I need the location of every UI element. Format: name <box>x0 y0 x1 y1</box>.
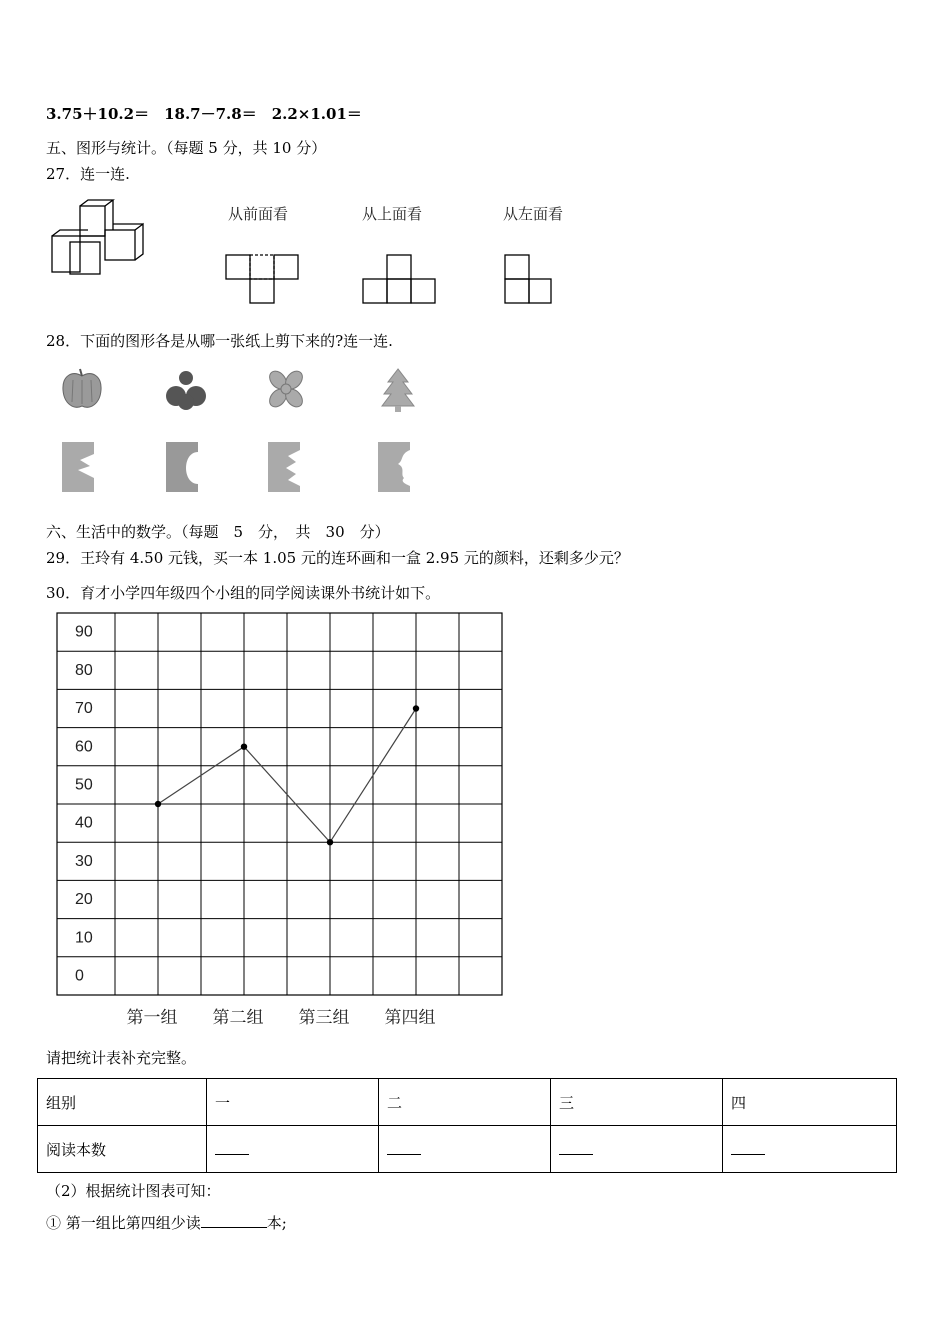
paper-3-icon <box>266 440 302 494</box>
header-cell-1: 一 <box>207 1079 379 1126</box>
top-view-drawing <box>362 252 442 306</box>
data-point-1 <box>155 801 161 807</box>
calc-line: 3.75＋10.2＝ 18.7－7.8＝ 2.2×1.01＝ <box>46 105 362 123</box>
header-cell-2: 二 <box>379 1079 551 1126</box>
stat-table <box>37 1078 897 1173</box>
part2-item1 <box>46 1212 287 1233</box>
q30-text: 30．育才小学四年级四个小组的同学阅读课外书统计如下。 <box>46 584 441 602</box>
y-tick-label: 30 <box>75 852 93 870</box>
part2-heading: （2）根据统计图表可知： <box>46 1182 221 1200</box>
answer-blank-2[interactable] <box>379 1126 551 1173</box>
header-cell-4: 四 <box>723 1079 897 1126</box>
cube-stack-figure <box>50 198 155 278</box>
view-top-label: 从上面看 <box>362 205 423 223</box>
header-cell-group: 组别 <box>38 1079 207 1126</box>
item1-suffix: 本; <box>266 1214 287 1232</box>
paper-4-icon <box>376 440 412 494</box>
table-header-row <box>38 1079 897 1126</box>
view-left-label: 从左面看 <box>503 205 564 223</box>
answer-blank-1[interactable] <box>207 1126 379 1173</box>
flower-cutout-icon <box>262 366 310 414</box>
data-point-3 <box>327 839 333 845</box>
y-tick-label: 90 <box>75 623 93 641</box>
y-tick-label: 0 <box>75 967 84 985</box>
answer-blank-3[interactable] <box>551 1126 723 1173</box>
gourd-cutout-icon <box>162 366 210 414</box>
left-view-drawing <box>502 252 557 306</box>
y-tick-label: 80 <box>75 661 93 679</box>
q28-text: 28．下面的图形各是从哪一张纸上剪下来的?连一连. <box>46 332 393 350</box>
x-category-label: 第二组 <box>212 1008 264 1027</box>
front-view-drawing <box>225 252 305 306</box>
y-tick-label: 20 <box>75 891 93 909</box>
section5-heading: 五、图形与统计。（每题 5 分，共 10 分） <box>46 139 327 157</box>
y-tick-label: 70 <box>75 700 93 718</box>
table-data-row <box>38 1126 897 1173</box>
q27-text: 27．连一连. <box>46 165 130 183</box>
paper-2-icon <box>164 440 200 494</box>
x-category-label: 第四组 <box>384 1008 436 1027</box>
data-point-2 <box>241 744 247 750</box>
view-front-label: 从前面看 <box>228 205 289 223</box>
apple-cutout-icon <box>58 366 106 414</box>
y-tick-label: 60 <box>75 738 93 756</box>
tree-cutout-icon <box>374 366 422 414</box>
section6-heading: 六、生活中的数学。（每题 5 分， 共 30 分） <box>46 523 390 541</box>
paper-1-icon <box>60 440 96 494</box>
data-point-4 <box>413 705 419 711</box>
x-category-label: 第三组 <box>298 1008 350 1027</box>
y-tick-label: 40 <box>75 814 93 832</box>
answer-blank-4[interactable] <box>723 1126 897 1173</box>
table-intro: 请把统计表补充完整。 <box>46 1049 197 1067</box>
item1-prefix: ① 第一组比第四组少读 <box>46 1214 201 1232</box>
header-cell-3: 三 <box>551 1079 723 1126</box>
q29-text: 29．王玲有 4.50 元钱，买一本 1.05 元的连环画和一盒 2.95 元的颜料，还剩多少元？ <box>46 549 629 567</box>
y-tick-label: 10 <box>75 929 93 947</box>
item1-answer-blank[interactable] <box>201 1213 267 1228</box>
reading-line-chart <box>50 605 520 1035</box>
y-tick-label: 50 <box>75 776 93 794</box>
row-label-reading: 阅读本数 <box>38 1126 207 1173</box>
x-category-label: 第一组 <box>126 1008 178 1027</box>
